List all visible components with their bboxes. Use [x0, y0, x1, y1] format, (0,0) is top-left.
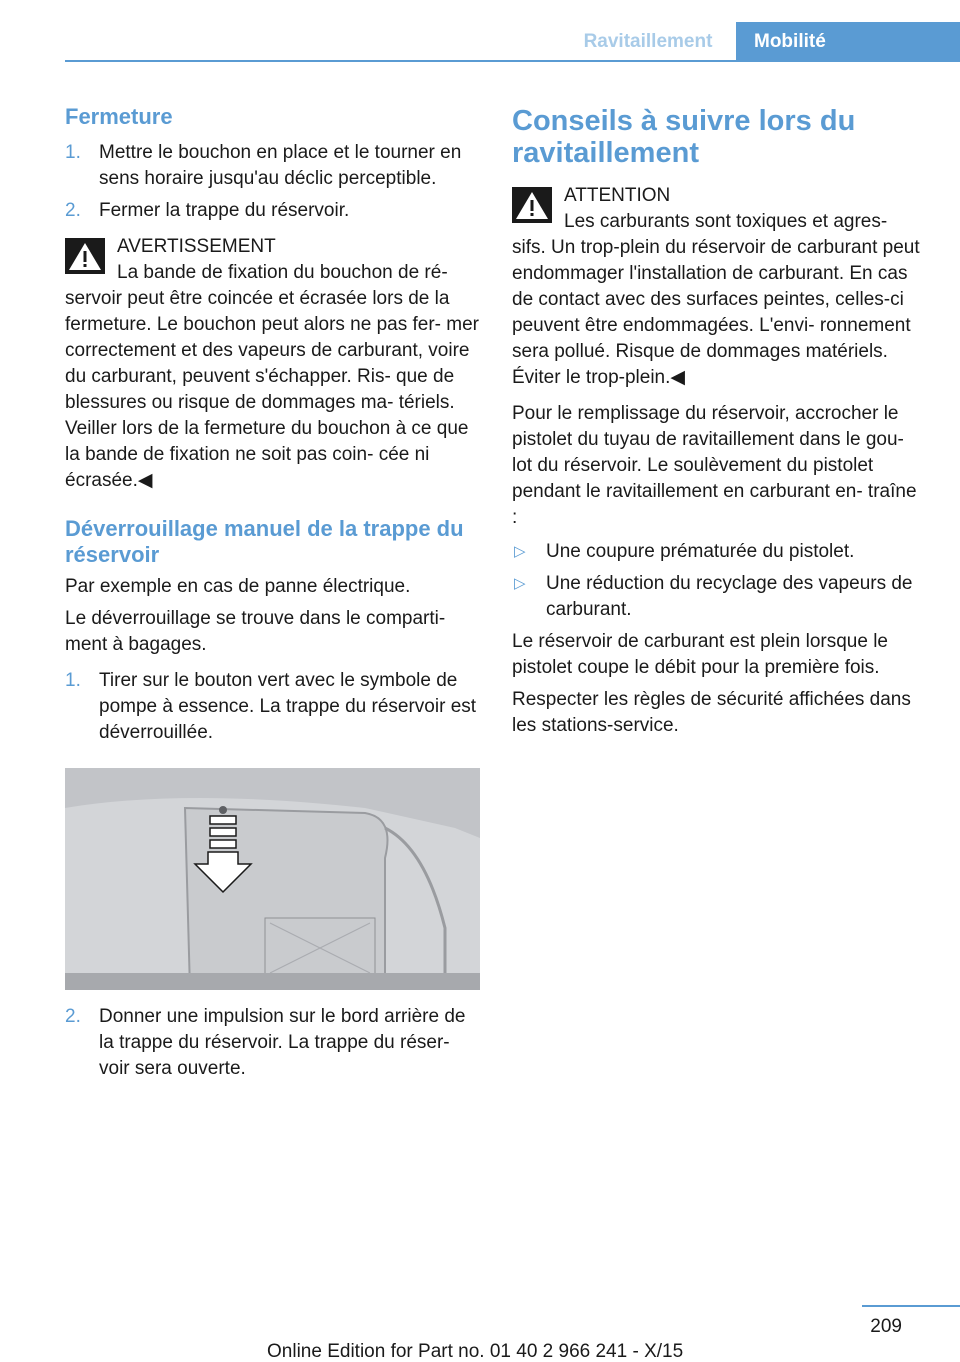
attention-text-first: Les carburants sont toxiques et agres‐ — [564, 211, 888, 232]
footer-rule — [862, 1305, 960, 1307]
list-item — [65, 198, 480, 224]
warning-text: servoir peut être coincée et écrasée lors de la fermeture. Le bouchon peut alors ne pas fer‐ mer correctement et des vapeurs de carburant, voire du carburant, peuvent s'échapper. Ris‐ que de blessures ou risque de dommages ma‐ tériels. Veiller lors de la fermeture du bouchon à ce que la bande de fixation ne soit pas coin‐ cée ni écrasée.◀ — [65, 288, 480, 491]
step-number: 1. — [65, 670, 81, 691]
warning-text-first: La bande de fixation du bouchon de ré‐ — [117, 262, 448, 283]
step-number: 2. — [65, 1006, 81, 1027]
attention-block — [512, 183, 927, 391]
paragraph: Le réservoir de carburant est plein lorsque le pistolet coupe le débit pour la première fois. — [512, 631, 888, 678]
step-text: Donner une impulsion sur le bord arrière de la trappe du réservoir. La trappe du réser‐ voir sera ouverte. — [99, 1006, 466, 1079]
trunk-lock-image — [65, 768, 480, 990]
warning-triangle-icon — [512, 187, 552, 223]
warning-triangle-icon — [65, 238, 105, 274]
page-number: 209 — [870, 1316, 902, 1337]
tab-mobilite[interactable]: Mobilité — [736, 22, 960, 62]
warning-title: AVERTISSEMENT — [117, 236, 276, 257]
step-number: 2. — [65, 200, 81, 221]
trunk-illustration — [65, 768, 480, 990]
bullet-text: Une coupure prématurée du pistolet. — [546, 541, 855, 562]
paragraph: Le déverrouillage se trouve dans le comparti‐ ment à bagages. — [65, 608, 446, 655]
warning-block — [65, 234, 480, 494]
heading-deverrouillage: Déverrouillage manuel de la trappe du réservoir — [65, 516, 464, 567]
heading-fermeture: Fermeture — [65, 104, 173, 129]
edition-footer: Online Edition for Part no. 01 40 2 966 241 - X/15 — [267, 1341, 684, 1362]
list-item — [65, 1004, 480, 1082]
paragraph: Respecter les règles de sécurité affichées dans les stations-service. — [512, 689, 911, 736]
step-text: Tirer sur le bouton vert avec le symbole de pompe à essence. La trappe du réservoir est déverrouillée. — [99, 670, 477, 743]
bullet-text: Une réduction du recyclage des vapeurs de carburant. — [546, 573, 913, 620]
attention-title: ATTENTION — [564, 185, 671, 206]
right-column — [512, 100, 927, 739]
triangle-bullet-icon: ▷ — [514, 543, 526, 560]
triangle-bullet-icon: ▷ — [514, 575, 526, 592]
tab-ravitaillement[interactable]: Ravitaillement — [583, 31, 713, 52]
step-text: Mettre le bouchon en place et le tourner en sens horaire jusqu'au déclic perceptible. — [99, 142, 462, 189]
step-text: Fermer la trappe du réservoir. — [99, 200, 350, 221]
paragraph: Par exemple en cas de panne électrique. — [65, 576, 411, 597]
list-item — [512, 571, 927, 623]
list-item — [65, 668, 480, 746]
paragraph: Pour le remplissage du réservoir, accrocher le pistolet du tuyau de ravitaillement dans le gou‐ lot du réservoir. Le soulèvement du pistolet pendant le ravitaillement en carburant en‐ traîne : — [512, 403, 917, 528]
left-column — [65, 100, 480, 1082]
list-item — [512, 539, 927, 565]
step-number: 1. — [65, 142, 81, 163]
list-item — [65, 140, 480, 192]
attention-text: sifs. Un trop-plein du réservoir de carburant peut endommager l'installation de carburant. En cas de contact avec des surfaces peintes, celles-ci peuvent être endommagées. L'envi‐ ronnement sera pollué. Risque de dommages matériels. Éviter le trop-plein.◀ — [512, 237, 920, 388]
heading-conseils: Conseils à suivre lors du ravitaillement — [512, 105, 856, 169]
